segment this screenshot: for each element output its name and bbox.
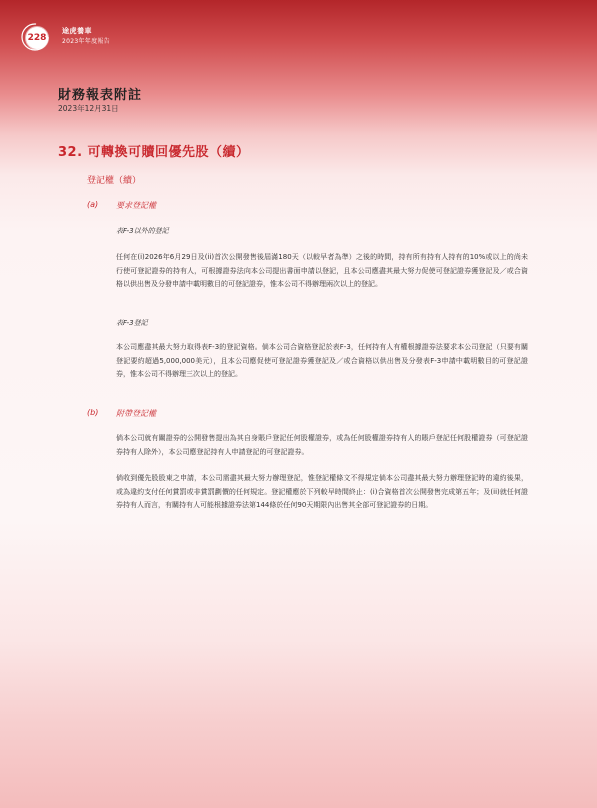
- item-a-block-2-heading: 表F-3登記: [116, 319, 148, 327]
- section-heading: 32. 可轉換可贖回優先股（續）: [58, 145, 250, 160]
- item-a-block-1-text: 任何在(i)2026年6月29日及(ii)首次公開發售後屆滿180天（以較早者為準）之後的時間，持有所有持有人持有的10%或以上的尚未行使可登記證券的持有人，可根據證券法向本公司提出書面申請以登記，且本公司應盡其最大努力促使可登記證券獲登記及／或合資格以供出售及分發申請中載明數目的可登記證券，惟本公司不得辦理兩次以上的登記。: [116, 253, 528, 289]
- item-b-block-2-text: 倘收到優先股股東之申請，本公司需盡其最大努力辦理登記，惟登記權條文不得規定倘本公司盡其最大努力辦理登記時的違約後果，或為違約支付任何賞罰或非賞罰劃價的任何規定。登記權應於下列較早時間終止：(i)合資格首次公開發售完成第五年；及(ii)就任何證券持有人而言，有關持有人可能根據證券法第144條於任何90天期限內出售其全部可登記證券的日期。: [116, 474, 528, 510]
- item-a-title: 要求登記權: [116, 201, 156, 210]
- item-a-label: (a): [87, 200, 99, 209]
- header-report-name: 2023年年度報告: [62, 38, 110, 45]
- header-company-name: 途虎養車: [62, 27, 92, 35]
- item-a-block-1-heading: 表F-3以外的登記: [116, 227, 169, 235]
- item-b-title: 附帶登記權: [116, 409, 156, 418]
- page-number: 228: [27, 33, 47, 43]
- document-title: 財務報表附註: [58, 88, 143, 103]
- item-a-block-2-text: 本公司應盡其最大努力取得表F-3的登記資格。倘本公司合資格登記於表F-3，任何持有人有權根據證券法要求本公司登記（只要有關登記要約超過5,000,000美元），且本公司應促使可登記證券獲登記及／或合資格以供出售及分發表F-3申請中載明數目的可登記證券，惟本公司不得辦理三次以上的登記。: [116, 343, 528, 379]
- section-subheading: 登記權（續）: [87, 176, 142, 186]
- item-b-label: (b): [87, 408, 99, 417]
- page-number-badge: [26, 27, 48, 49]
- document-date: 2023年12月31日: [58, 104, 119, 113]
- item-b-block-1-text: 倘本公司就有關證券的公開發售提出為其自身賬戶登記任何股權證券，或為任何股權證券持有人的賬戶登記任何股權證券（可登記證券持有人除外），本公司應登記持有人申請登記的可登記證券。: [116, 434, 528, 456]
